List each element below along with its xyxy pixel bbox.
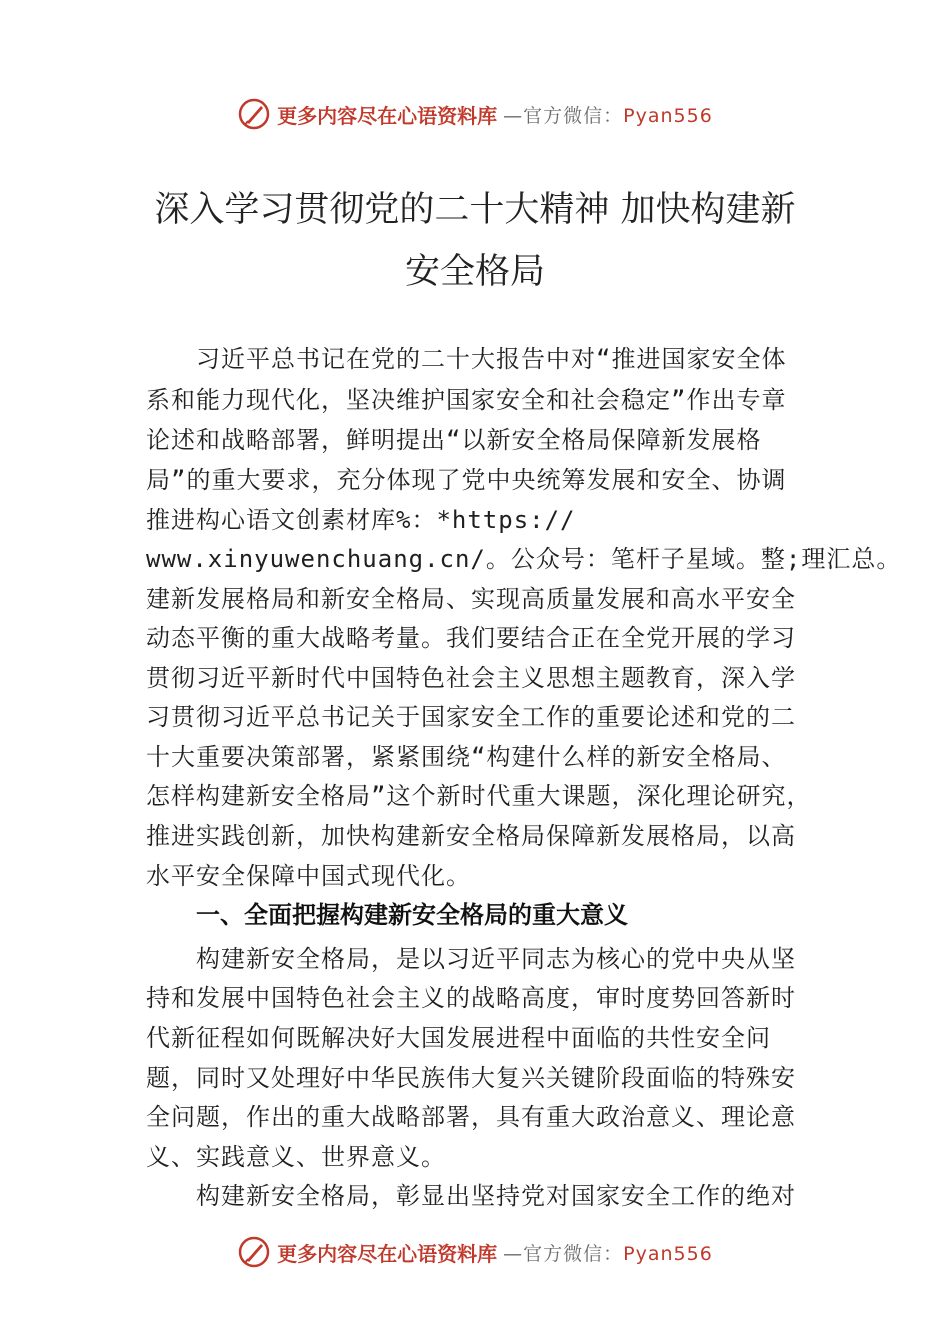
body-line: 水平安全保障中国式现代化。 xyxy=(146,862,471,890)
quill-pen-logo-icon xyxy=(237,97,271,131)
watermark-wechat-prefix: —官方微信： xyxy=(503,104,624,127)
body-line: 全问题，作出的重大战略部署，具有重大政治意义、理论意 xyxy=(146,1103,796,1131)
body-line: www.xinyuwenchuang.cn/。公众号：笔杆子星域。整;理汇总。 xyxy=(146,545,902,573)
quill-pen-logo-icon xyxy=(237,1235,271,1269)
body-line: 习贯彻习近平总书记关于国家安全工作的重要论述和党的二 xyxy=(146,703,796,731)
body-line: 论述和战略部署，鲜明提出“以新安全格局保障新发展格 xyxy=(146,426,762,454)
section-heading-1: 一、全面把握构建新安全格局的重大意义 xyxy=(196,901,628,929)
watermark-site-text: 更多内容尽在心语资料库 xyxy=(277,1241,498,1266)
body-line: 持和发展中国特色社会主义的战略高度，审时度势回答新时 xyxy=(146,984,796,1012)
body-line: 怎样构建新安全格局”这个新时代重大课题，深化理论研究， xyxy=(146,782,812,810)
watermark-wechat-id: Pyan556 xyxy=(623,104,713,127)
body-line: 推进构心语文创素材库%：*https:// xyxy=(146,506,576,534)
body-line: 题，同时又处理好中华民族伟大复兴关键阶段面临的特殊安 xyxy=(146,1064,796,1092)
body-line: 构建新安全格局，是以习近平同志为核心的党中央从坚 xyxy=(146,945,796,973)
body-line: 贯彻习近平新时代中国特色社会主义思想主题教育，深入学 xyxy=(146,664,796,692)
watermark-wechat-prefix: —官方微信： xyxy=(503,1242,624,1265)
watermark-wechat-id: Pyan556 xyxy=(623,1242,713,1265)
body-line: 义、实践意义、世界意义。 xyxy=(146,1143,446,1171)
body-line: 局”的重大要求，充分体现了党中央统筹发展和安全、协调 xyxy=(146,466,787,494)
document-title-line-1: 深入学习贯彻党的二十大精神 加快构建新 xyxy=(154,190,796,230)
body-line: 推进实践创新，加快构建新安全格局保障新发展格局，以高 xyxy=(146,822,796,850)
watermark-site-text: 更多内容尽在心语资料库 xyxy=(277,103,498,128)
body-line: 动态平衡的重大战略考量。我们要结合正在全党开展的学习 xyxy=(146,624,796,652)
body-line: 习近平总书记在党的二十大报告中对“推进国家安全体 xyxy=(146,345,787,373)
body-line: 建新发展格局和新安全格局、实现高质量发展和高水平安全 xyxy=(146,585,796,613)
body-line: 系和能力现代化，坚决维护国家安全和社会稳定”作出专章 xyxy=(146,386,787,414)
body-line: 构建新安全格局，彰显出坚持党对国家安全工作的绝对 xyxy=(146,1182,796,1210)
document-title-line-2: 安全格局 xyxy=(404,252,545,292)
watermark-banner-top xyxy=(0,94,950,134)
body-line: 十大重要决策部署，紧紧围绕“构建什么样的新安全格局、 xyxy=(146,743,787,771)
watermark-banner-bottom xyxy=(0,1232,950,1272)
body-line: 代新征程如何既解决好大国发展进程中面临的共性安全问 xyxy=(146,1024,771,1052)
watermark-wechat xyxy=(503,101,713,128)
watermark-wechat xyxy=(503,1239,713,1266)
